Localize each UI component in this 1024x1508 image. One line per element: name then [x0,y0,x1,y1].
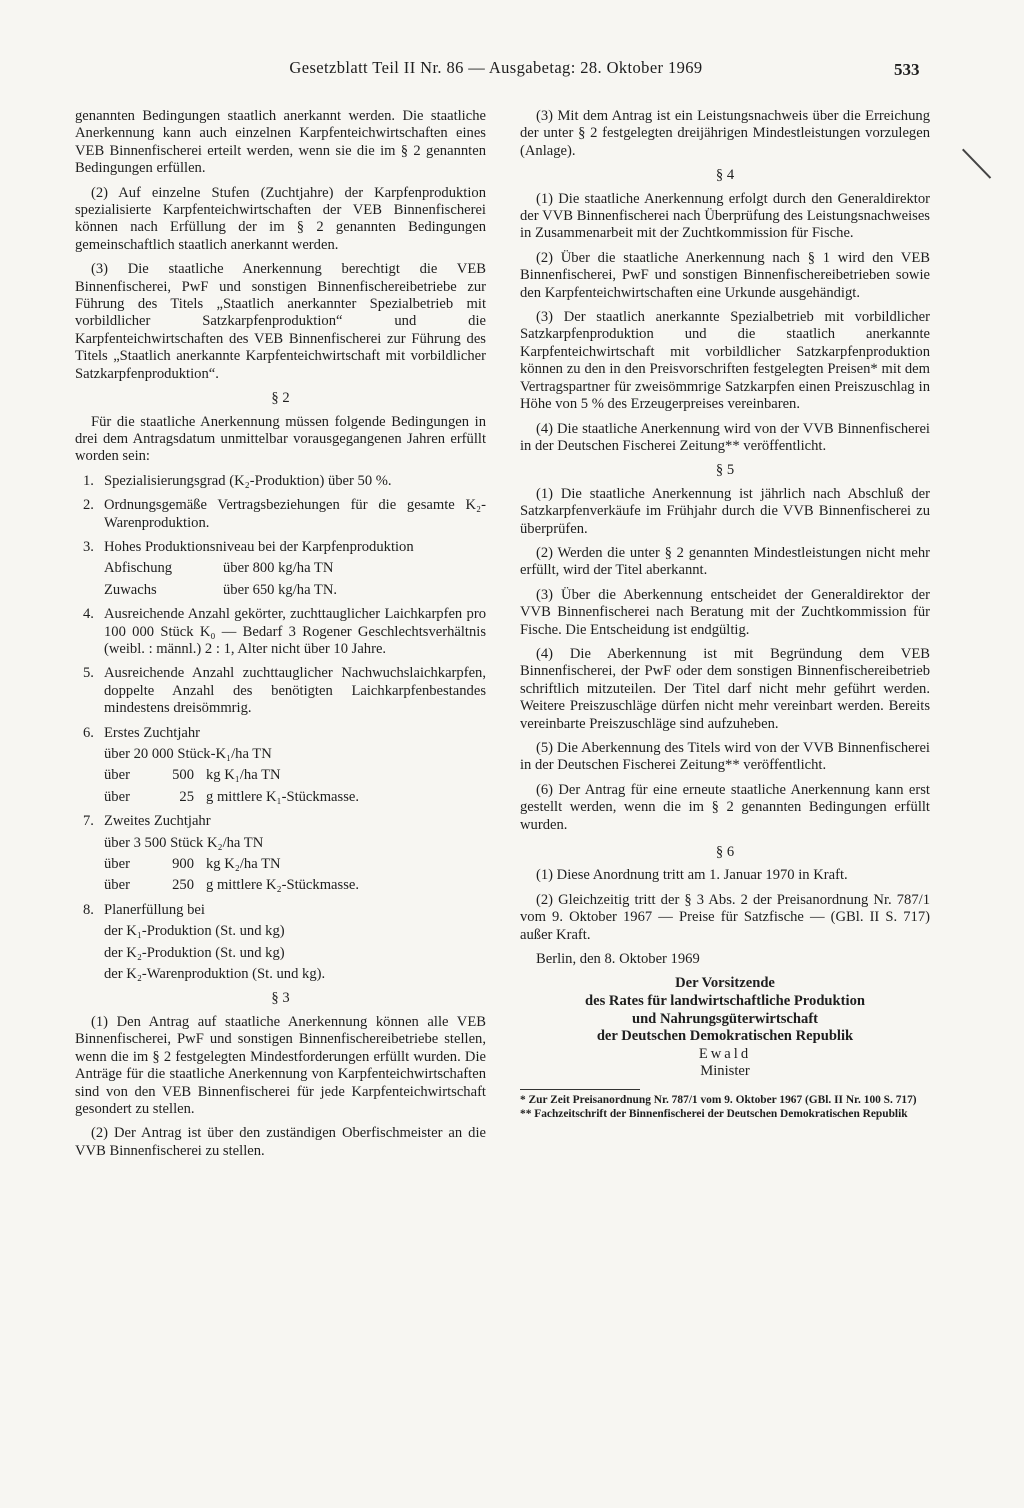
footnote-1: * Zur Zeit Preisanordnung Nr. 787/1 vom 9. Oktober 1967 (GBl. II Nr. 100 S. 717) [520,1094,917,1107]
signature-role-1: Der Vorsitzende [675,975,775,992]
item-number: 4. [83,606,94,623]
item-text: Spezialisierungsgrad (K₂-Produktion) über 50 %. [104,472,392,489]
value-row [104,582,486,599]
condition-item [75,813,486,895]
paragraph-5-6: (6) Der Antrag für eine erneute staatliche Anerkennung kann erst gestellt werden, wenn die im § 2 genannten Bedingungen erfüllt wurden. [520,781,930,833]
paragraph-6-1: (1) Diese Anordnung tritt am 1. Januar 1970 in Kraft. [536,867,848,884]
section-2-heading: § 2 [271,390,290,407]
section-2-intro: Für die staatliche Anerkennung müssen folgende Bedingungen in drei dem Antragsdatum unmittelbar vorausgegangenen Jahren erfüllt worden sein: [75,413,486,465]
section-5-heading: § 5 [715,462,735,479]
item-number: 2. [83,497,94,514]
paragraph-1-2: (2) Auf einzelne Stufen (Zuchtjahre) der Karpfenproduktion spezialisierte Karpfenteichwirtschaften der VEB Binnenfischerei können nach Erfüllung der im § 2 genannten Bedingungen gemeinschaftlich staatlich anerkannt werden. [75,184,486,253]
condition-item [75,539,486,599]
item-text: Ausreichende Anzahl zuchttauglicher Nachwuchslaichkarpfen, doppelte Anzahl des benötigten Laichkarpfenbestandes mindestens dreisömmrig. [104,665,486,717]
signatory-title: Minister [700,1063,750,1080]
condition-item [75,725,486,807]
item-number: 6. [83,724,94,741]
value-number: 250 [172,877,194,894]
value-row: der K₁-Produktion (St. und kg) [104,923,285,940]
page-number: 533 [894,60,920,79]
item-number: 5. [83,665,94,682]
value-row [104,767,486,784]
paragraph-5-4: (4) Die Aberkennung ist mit Begründung dem VEB Binnenfischerei, der PwF oder dem sonstigen Binnenfischereibetrieb schriftlich mitzuteilen. Der Titel darf nicht mehr geführt werden. Weitere Preiszuschläge dürfen nicht mehr vereinbart werden. Bereits vereinbarte Preiszuschläge sind aufzuheben. [520,645,930,732]
paragraph-4-3: (3) Der staatlich anerkannte Spezialbetrieb mit vorbildlicher Satzkarpfenproduktion und die staatlich anerkannte Karpfenteichwirtschaft mit vorbildlicher Satzkarpfenproduktion können zu den in den Preisvorschriften festgelegten Preisen* mit dem Vertragspartner für zweisömmrige Satzkarpfen einen Preiszuschlag in Höhe von 5 % des Erzeugerpreises vereinbaren. [520,309,930,413]
condition-item [75,606,486,658]
paragraph-1-3: (3) Die staatliche Anerkennung berechtigt die VEB Binnenfischerei, PwF und sonstigen Binnenfischereibetriebe zur Führung des Titels „Staatlich anerkannter Spezialbetrieb mit vorbildlicher Satzkarpfenproduktion“ und die Karpfenteichwirtschaften des VEB Binnenfischerei zur Führung des Titels „Staatlich anerkannte Karpfenteichwirtschaft mit vorbildlicher Satzkarpfenproduktion“. [75,261,486,382]
signatory-name: Ewald [698,1045,752,1062]
value-prefix: über [104,856,130,873]
footnote-2: ** Fachzeitschrift der Binnenfischerei der Deutschen Demokratischen Republik [520,1108,908,1121]
section-6-heading: § 6 [715,844,735,861]
margin-mark [962,149,991,179]
value-row: der K₂-Warenproduktion (St. und kg). [104,966,326,983]
paragraph-4-4: (4) Die staatliche Anerkennung wird von der VVB Binnenfischerei in der Deutschen Fischerei Zeitung** veröffentlicht. [520,420,930,454]
condition-item [75,473,486,490]
condition-item [75,902,486,984]
value-label: Zuwachs [104,581,157,598]
item-number: 1. [83,472,94,489]
value-label: Abfischung [104,560,173,577]
value-number: 900 [172,856,194,873]
gazette-title: Gesetzblatt Teil II Nr. 86 — Ausgabetag: 28. Oktober 1969 [289,58,703,77]
item-text: Ordnungsgemäße Vertragsbeziehungen für die gesamte K₂-Warenproduktion. [104,497,486,531]
item-text: Ausreichende Anzahl gekörter, zuchttauglicher Laichkarpfen pro 100 000 Stück K₀ — Bedarf 3 Rogener Geschlechtsverhältnis (weibl. : männl.) 2 : 1, Alter nicht über 10 Jahre. [104,606,486,657]
value-unit: g mittlere K₁-Stückmasse. [206,788,360,805]
value-row [104,789,486,806]
paragraph-6-2: (2) Gleichzeitig tritt der § 3 Abs. 2 der Preisanordnung Nr. 787/1 vom 9. Oktober 1967 — Preise für Satzfische — (GBl. II S. 717) außer Kraft. [520,891,930,943]
value-number: 500 [172,767,194,784]
item-text: Hohes Produktionsniveau bei der Karpfenproduktion [104,538,414,555]
item-text: Erstes Zuchtjahr [104,724,201,741]
right-column [520,108,930,1123]
value-row: der K₂-Produktion (St. und kg) [104,944,285,961]
value-prefix: über [104,767,130,784]
signature-role-4: der Deutschen Demokratischen Republik [596,1028,854,1045]
value-row: über 3 500 Stück K₂/ha TN [104,834,264,851]
left-column [75,108,486,1167]
footnote-divider [520,1089,640,1090]
value-prefix: über [104,877,130,894]
paragraph-3-3: (3) Mit dem Antrag ist ein Leistungsnachweis über die Erreichung der unter § 2 festgelegten dreijährigen Mindestleistungen vorzulegen (Anlage). [520,108,930,159]
paragraph-4-1: (1) Die staatliche Anerkennung erfolgt durch den Generaldirektor der VVB Binnenfischerei nach Überprüfung des Leistungsnachweises in Zusammenarbeit mit der Zuchtkommission für Fische. [520,190,930,242]
value-row: über 20 000 Stück-K₁/ha TN [104,746,272,762]
value-number: 25 [179,788,194,805]
value-prefix: über [104,788,130,805]
item-text: Zweites Zuchtjahr [104,813,211,830]
paragraph-5-5: (5) Die Aberkennung des Titels wird von der VVB Binnenfischerei in der Deutschen Fischerei Zeitung** veröffentlicht. [520,740,930,774]
value-text: über 650 kg/ha TN. [223,581,338,598]
paragraph-5-3: (3) Über die Aberkennung entscheidet der Generaldirektor der VVB Binnenfischerei nach Beratung mit der Zuchtkommission für Fische. Die Entscheidung ist endgültig. [520,586,930,638]
paragraph-5-2: (2) Werden die unter § 2 genannten Mindestleistungen nicht mehr erfüllt, wird der Titel aberkannt. [520,544,930,579]
paragraph-3-1: (1) Den Antrag auf staatliche Anerkennung können alle VEB Binnenfischerei, PwF und sonstigen Binnenfischereibetriebe stellen, wenn die im § 2 festgelegten Mindestforderungen erfüllt wurden. Die Anträge für die staatliche Anerkennung von Karpfenteichwirtschaften sind von den VEB Binnenfischerei für jede Karpfenteichwirtschaft gesondert zu stellen. [75,1013,486,1117]
value-row [104,877,486,894]
value-unit: g mittlere K₂-Stückmasse. [206,877,360,894]
item-number: 3. [83,538,94,555]
item-text: Planerfüllung bei [104,901,205,918]
page-header [0,58,1024,86]
paragraph-4-2: (2) Über die staatliche Anerkennung nach § 1 wird den VEB Binnenfischerei, PwF und sonstigen Binnenfischereibetrieben sowie den Karpfenteichwirtschaften eine Urkunde ausgehändigt. [520,249,930,301]
item-number: 7. [83,813,94,830]
signature-role-2: des Rates für landwirtschaftliche Produktion [585,993,865,1010]
paragraph-3-2: (2) Der Antrag ist über den zuständigen Oberfischmeister an die VVB Binnenfischerei zu stellen. [75,1125,486,1159]
section-4-heading: § 4 [715,167,735,184]
value-row [104,560,486,577]
section-3-heading: § 3 [271,990,290,1007]
item-number: 8. [83,901,94,918]
signature-role-3: und Nahrungsgüterwirtschaft [631,1010,819,1027]
condition-item [75,497,486,532]
value-unit: kg K₂/ha TN [206,856,281,873]
value-row [104,856,486,873]
date-line: Berlin, den 8. Oktober 1969 [536,951,700,968]
paragraph-5-1: (1) Die staatliche Anerkennung ist jährlich nach Abschluß der Satzkarpfenverkäufe im Frühjahr durch die VVB Binnenfischerei zu überprüfen. [520,485,930,537]
condition-item [75,665,486,717]
value-unit: kg K₁/ha TN [206,767,281,784]
value-text: über 800 kg/ha TN [223,560,334,577]
paragraph-1-continued: genannten Bedingungen staatlich anerkannt werden. Die staatliche Anerkennung kann auch einzelnen Karpfenteichwirtschaften eines VEB Binnenfischerei erteilt werden, wenn sie die im § 2 genannten Bedingungen erfüllen. [75,108,486,177]
